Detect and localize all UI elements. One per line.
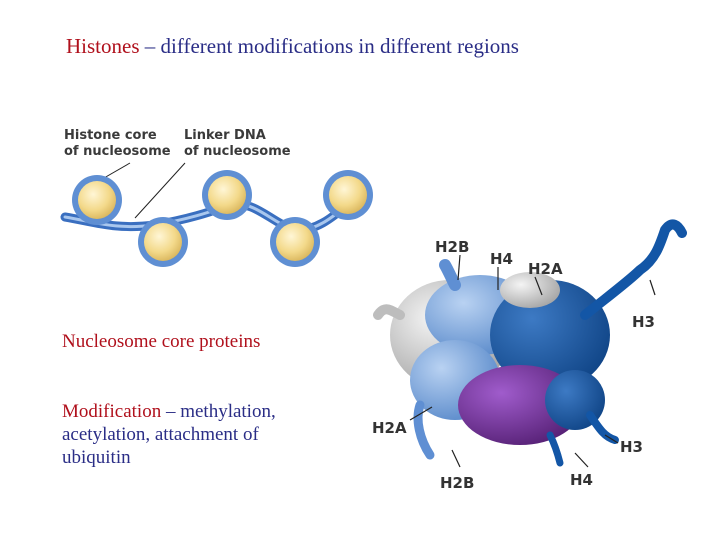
nucleosome-4 [270,217,320,267]
title-highlight: Histones [66,34,140,58]
histone-core-label-line1: Histone core [64,128,157,143]
label-h4-top: H4 [490,250,513,268]
histone-core-label-line2: of nucleosome [64,144,171,159]
nucleosome-1 [72,175,122,225]
histone-core-mass [390,272,610,445]
histone-tail-h3-top [585,224,682,315]
histone-tail-h4-bottom [550,435,560,463]
nucleosome-2 [138,217,188,267]
histone-structure-illustration [360,205,710,505]
label-h2b-top: H2B [435,238,470,256]
label-h3-right: H3 [632,313,655,331]
linker-dna-label-line1: Linker DNA [184,128,266,143]
nucleosome-illustration [55,160,385,280]
modification-text [62,400,276,469]
nucleosome-core-proteins-text: Nucleosome core proteins [62,331,261,352]
label-h4-bottom: H4 [570,471,593,489]
linker-dna-label [184,128,291,160]
title-rest: – different modifications in different regions [139,34,519,58]
slide-title [66,34,519,59]
modification-rest: – methylation, [161,401,276,422]
nucleosome-3 [202,170,252,220]
linker-pointer-line [135,163,185,218]
label-h2a-left: H2A [372,419,407,437]
modification-line3: ubiquitin [62,447,131,468]
label-h2b-bottom: H2B [440,474,475,492]
label-h2a-top: H2A [528,260,563,278]
label-h3-bottom: H3 [620,438,643,456]
linker-dna-label-line2: of nucleosome [184,144,291,159]
histone-tail-h3-right [590,415,615,440]
histone-core-label [64,128,171,160]
modification-highlight: Modification [62,401,162,422]
modification-line2: acetylation, attachment of [62,424,259,445]
